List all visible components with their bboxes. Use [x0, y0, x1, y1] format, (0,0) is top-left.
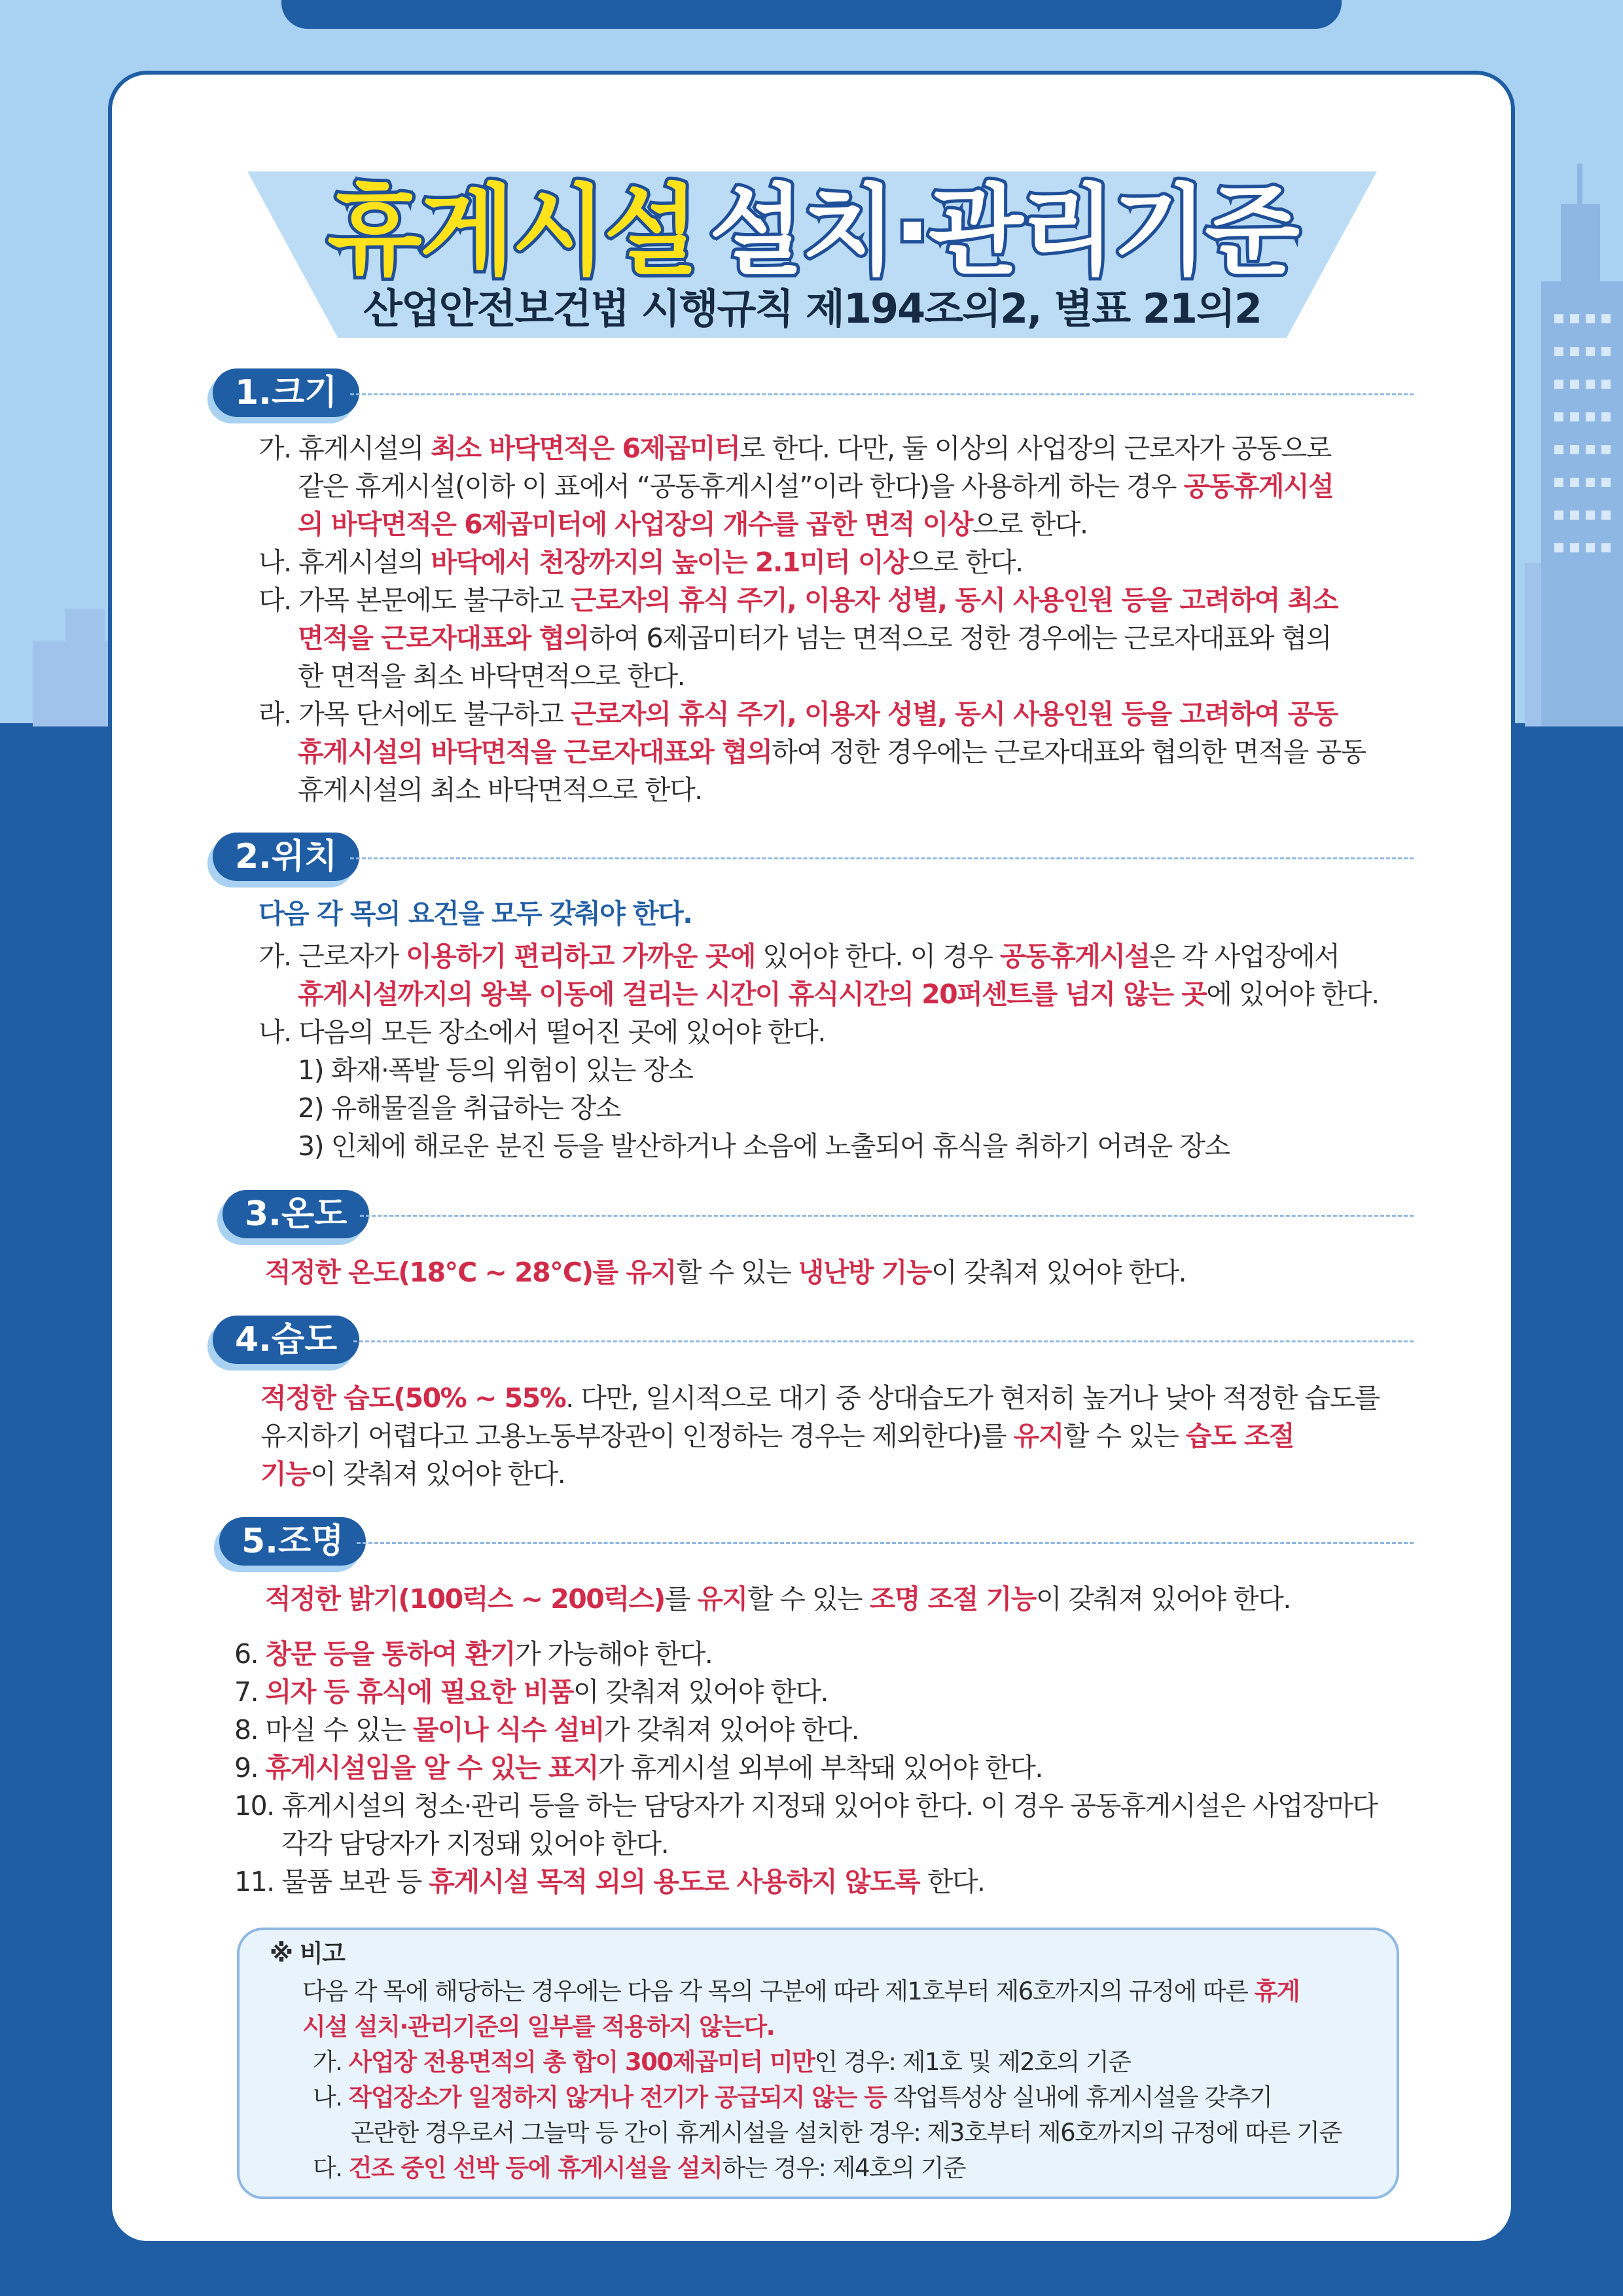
s3-line [265, 1253, 1186, 1291]
remarks-line [313, 2045, 1131, 2080]
item-emphasis: 창문 등을 통하여 환기 [265, 1638, 515, 1670]
remarks-line [313, 2151, 965, 2186]
s1-line [298, 619, 1331, 657]
page-subtitle: 산업안전보건법 시행규칙 제194조의2, 별표 21의2 [363, 285, 1262, 332]
item-10: 10. 휴게시설의 청소·관리 등을 하는 담당자가 지정돼 있어야 한다. 이 경우 공동휴게시설은 사업장마다 [234, 1790, 1378, 1821]
building-windows [1554, 347, 1613, 356]
s2-subitem: 1) 화재·폭발 등의 위험이 있는 장소 [298, 1054, 693, 1086]
s1-line [259, 581, 1338, 619]
s1-emphasis: 의 바닥면적은 6제곱미터에 사업장의 개수를 곱한 면적 이상 [298, 509, 972, 540]
s4-text: 이 갖춰져 있어야 한다. [310, 1458, 565, 1490]
s5-text: 할 수 있는 [747, 1583, 870, 1615]
s1-text: 나. 휴게시설의 [259, 547, 431, 578]
item-emphasis: 의자 등 휴식에 필요한 비품 [265, 1676, 573, 1708]
remarks-emphasis: 사업장 전용면적의 총 합이 300제곱미터 미만 [348, 2048, 815, 2076]
remarks-text: 작업특성상 실내에 휴게시설을 갖추기 [886, 2083, 1272, 2111]
remarks-line [302, 1974, 1299, 2009]
s3-emphasis: 냉난방 기능 [798, 1257, 932, 1288]
s2-line [298, 975, 1379, 1013]
item-emphasis: 물이나 식수 설비 [412, 1714, 605, 1746]
item-6 [234, 1635, 712, 1673]
item-text: 11. 물품 보관 등 [234, 1866, 429, 1897]
remarks-text: 나. [313, 2083, 349, 2111]
s1-line: 한 면적을 최소 바닥면적으로 한다. [298, 660, 685, 692]
remarks-emphasis: 작업장소가 일정하지 않거나 전기가 공급되지 않는 등 [348, 2083, 887, 2111]
s5-emphasis: 적정한 밝기(100럭스 ~ 200럭스) [265, 1583, 665, 1615]
building-windows [1554, 412, 1613, 422]
s1-line: 휴게시설의 최소 바닥면적으로 한다. [298, 774, 702, 806]
item-text: 이 갖춰져 있어야 한다. [573, 1676, 829, 1708]
s3-emphasis: 적정한 온도(18℃ ~ 28℃)를 유지 [265, 1257, 676, 1288]
s1-text: 다. 가목 본문에도 불구하고 [259, 584, 571, 616]
s1-line [298, 467, 1333, 505]
left-building-illustration [33, 641, 111, 726]
s2-subitem: 3) 인체에 해로운 분진 등을 발산하거나 소음에 노출되어 휴식을 취하기 어려운 장소 [298, 1130, 1230, 1162]
item-text: 가 가능해야 한다. [514, 1638, 713, 1670]
remarks-text: 가. [313, 2048, 349, 2076]
item-11 [234, 1863, 984, 1901]
section-5-header [213, 1517, 1414, 1570]
s1-text: 가. 휴게시설의 [259, 433, 431, 464]
s1-text: 하여 6제곱미터가 넘는 면적으로 정한 경우에는 근로자대표와 협의 [588, 622, 1331, 654]
s1-emphasis: 공동휴게시설 [1183, 471, 1334, 502]
section-5-label: 5.조명 [219, 1517, 366, 1566]
s2-text: 은 각 사업장에서 [1149, 941, 1340, 972]
remarks-line [313, 2080, 1272, 2115]
s1-emphasis: 근로자의 휴식 주기, 이용자 성별, 동시 사용인원 등을 고려하여 공동 [570, 698, 1338, 730]
title-highlight: 휴게시설 [327, 175, 696, 289]
section-2-label: 2.위치 [213, 833, 359, 881]
s1-emphasis: 근로자의 휴식 주기, 이용자 성별, 동시 사용인원 등을 고려하여 최소 [570, 584, 1338, 616]
item-text: 9. [234, 1752, 266, 1784]
s2-emphasis: 휴게시설까지의 왕복 이동에 걸리는 시간이 휴식시간의 20퍼센트를 넘지 않는 곳 [298, 978, 1207, 1010]
s1-emphasis: 휴게시설의 바닥면적을 근로자대표와 협의 [298, 736, 772, 768]
s1-text: 같은 휴게시설(이하 이 표에서 “공동휴게시설”이라 한다)을 사용하게 하는 경우 [298, 471, 1184, 502]
item-text: 7. [234, 1676, 266, 1708]
s4-emphasis: 유지 [1013, 1420, 1063, 1452]
section-divider [360, 1215, 1414, 1217]
section-3-header [213, 1190, 1414, 1242]
section-4-header [213, 1316, 1414, 1368]
s5-emphasis: 유지 [697, 1583, 747, 1615]
title-banner [247, 171, 1377, 338]
s1-line [259, 543, 1023, 581]
remarks-emphasis: 건조 중인 선박 등에 휴게시설을 설치 [348, 2154, 722, 2182]
s1-emphasis: 최소 바닥면적은 6제곱미터 [431, 433, 740, 464]
building-windows [1554, 380, 1613, 389]
section-4-label: 4.습도 [213, 1316, 359, 1364]
section-2-header [213, 833, 1414, 885]
s4-emphasis: 기능 [260, 1458, 311, 1490]
item-text: 8. 마실 수 있는 [234, 1714, 413, 1746]
s2-subitem: 2) 유해물질을 취급하는 장소 [298, 1092, 620, 1124]
s1-text: 로 한다. 다만, 둘 이상의 사업장의 근로자가 공동으로 [739, 433, 1332, 464]
top-tab-decoration [281, 0, 1342, 29]
s3-text: 이 갖춰져 있어야 한다. [931, 1257, 1186, 1288]
remarks-title: ※ 비고 [270, 1939, 345, 1967]
s1-text: 으로 한다. [908, 547, 1023, 578]
section-1-label: 1.크기 [213, 368, 359, 417]
item-text: 가 갖춰져 있어야 한다. [604, 1714, 859, 1746]
s5-text: 를 [664, 1583, 698, 1615]
building-windows [1554, 478, 1613, 487]
item-text: 6. [234, 1638, 266, 1670]
s4-text: . 다만, 일시적으로 대기 중 상대습도가 현저히 높거나 낮아 적정한 습도를 [565, 1382, 1380, 1414]
s1-line [298, 733, 1366, 771]
s2-text: 가. 근로자가 [259, 941, 406, 972]
building-windows [1554, 543, 1613, 552]
s1-line [259, 429, 1331, 467]
s4-line [260, 1455, 565, 1493]
left-building-top [65, 609, 105, 648]
s1-text: 하여 정한 경우에는 근로자대표와 협의한 면적을 공동 [772, 736, 1366, 768]
s1-line [298, 505, 1088, 543]
s4-emphasis: 적정한 습도(50% ~ 55% [260, 1382, 566, 1414]
remarks-line: 시설 설치·관리기준의 일부를 적용하지 않는다. [302, 2013, 775, 2041]
s2-emphasis: 이용하기 편리하고 가까운 곳에 [406, 941, 755, 972]
section-divider [353, 1340, 1414, 1342]
s4-emphasis: 습도 조절 [1185, 1420, 1294, 1452]
building-top [1561, 204, 1600, 289]
s1-text: 라. 가목 단서에도 불구하고 [259, 698, 571, 730]
item-9 [234, 1749, 1043, 1787]
s1-text: 으로 한다. [972, 509, 1088, 540]
s4-line [260, 1417, 1294, 1455]
remarks-text: 하는 경우: 제4호의 기준 [722, 2154, 966, 2182]
s1-line [259, 695, 1338, 733]
s2-line: 나. 다음의 모든 장소에서 떨어진 곳에 있어야 한다. [259, 1016, 825, 1048]
section-divider [350, 857, 1414, 859]
remarks-text: 다음 각 목에 해당하는 경우에는 다음 각 목의 구분에 따라 제1호부터 제6호까지의 규정에 따른 [302, 1977, 1255, 2005]
item-text: 가 휴게시설 외부에 부착돼 있어야 한다. [598, 1752, 1043, 1784]
s4-text: 유지하기 어렵다고 고용노동부장관이 인정하는 경우는 제외한다)를 [260, 1420, 1014, 1452]
remarks-emphasis: 휴게 [1254, 1977, 1300, 2005]
s3-text: 할 수 있는 [675, 1257, 798, 1288]
building-windows [1554, 314, 1613, 323]
section-divider [357, 1542, 1414, 1544]
s2-emphasis: 공동휴게시설 [999, 941, 1150, 972]
s1-emphasis: 바닥에서 천장까지의 높이는 2.1미터 이상 [431, 547, 908, 578]
section-1-header [213, 368, 1414, 421]
s2-line [259, 937, 1339, 975]
remarks-text: 다. [313, 2154, 349, 2182]
item-8 [234, 1711, 859, 1749]
s4-line [260, 1379, 1380, 1417]
building-spire [1577, 164, 1582, 209]
s1-emphasis: 면적을 근로자대표와 협의 [298, 622, 589, 654]
remarks-line: 곤란한 경우로서 그늘막 등 간이 휴게시설을 설치한 경우: 제3호부터 제6호까지의 규정에 따른 기준 [351, 2119, 1342, 2147]
item-emphasis: 휴게시설임을 알 수 있는 표지 [265, 1752, 599, 1784]
s2-text: 있어야 한다. 이 경우 [755, 941, 1000, 972]
s5-line [265, 1580, 1291, 1618]
item-text: 한다. [919, 1866, 985, 1897]
s5-emphasis: 조명 조절 기능 [869, 1583, 1036, 1615]
s5-text: 이 갖춰져 있어야 한다. [1035, 1583, 1291, 1615]
remarks-text: 인 경우: 제1호 및 제2호의 기준 [814, 2048, 1131, 2076]
section-3-label: 3.온도 [223, 1190, 369, 1238]
building-windows [1554, 445, 1613, 454]
s2-text: 에 있어야 한다. [1206, 978, 1379, 1010]
s4-text: 할 수 있는 [1063, 1420, 1186, 1452]
section-divider [350, 393, 1414, 395]
building-windows [1554, 511, 1613, 520]
page-title [247, 152, 1377, 293]
title-main: 설치·관리기준 [709, 175, 1297, 289]
item-7 [234, 1673, 828, 1711]
s2-intro: 다음 각 목의 요건을 모두 갖춰야 한다. [259, 898, 692, 929]
item-10-cont: 각각 담당자가 지정돼 있어야 한다. [281, 1828, 669, 1859]
item-emphasis: 휴게시설 목적 외의 용도로 사용하지 않도록 [429, 1866, 920, 1897]
